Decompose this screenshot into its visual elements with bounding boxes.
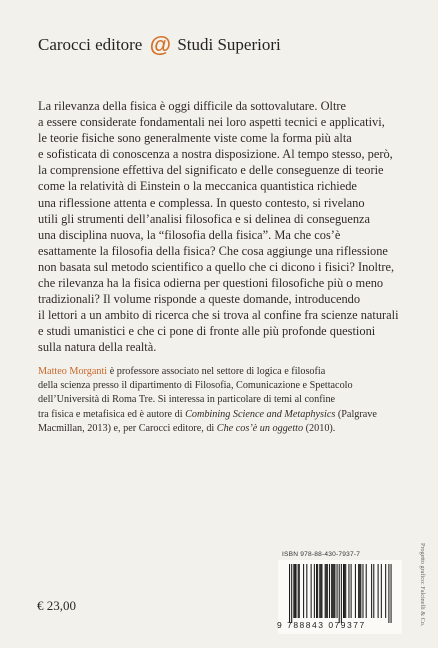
barcode-bar	[355, 564, 356, 618]
description-line: La rilevanza della fisica è oggi difficile da sottovalutare. Oltre	[38, 99, 347, 113]
description-line: tradizionali? Il volume risponde a queste domande, introducendo	[38, 292, 361, 307]
barcode-bar	[391, 564, 392, 623]
barcode-bar	[343, 564, 344, 618]
description-line: che rilevanza ha la fisica odierna per questioni filosofiche più o meno	[38, 276, 384, 291]
barcode-bar	[293, 564, 294, 618]
barcode-bar	[341, 564, 342, 623]
barcode-bar	[360, 564, 361, 618]
description-line: utili gli strumenti dell’analisi filosofica e si delinea di conseguenza	[38, 211, 371, 226]
barcode-bar	[321, 564, 322, 618]
author-bio-text: (2010).	[303, 422, 336, 434]
barcode-number: 9 788843 079377	[277, 620, 366, 630]
description-line: e sofisticata di conoscenza a nostra disposizione. Al tempo stesso, però,	[38, 147, 393, 162]
barcode-bar	[326, 564, 327, 618]
book-title-1: Combining Science and Metaphysics	[185, 408, 336, 420]
barcode-bar	[289, 564, 290, 623]
barcode-bar	[294, 564, 295, 618]
barcode-bar	[366, 564, 367, 618]
barcode-bar	[319, 564, 320, 618]
barcode-bar	[373, 564, 374, 618]
barcode-bar	[333, 564, 334, 618]
author-bio-line-2: della scienza presso il dipartimento di Filosofia, Comunicazione e Spettacolo	[38, 380, 353, 392]
author-bio-text: (Palgrave	[335, 408, 377, 420]
author-bio	[38, 365, 413, 436]
barcode-bar	[327, 564, 328, 618]
barcode-bar	[351, 564, 352, 618]
barcode-bar	[339, 564, 340, 623]
barcode-bar	[358, 564, 359, 618]
barcode-bar	[337, 564, 338, 618]
barcode-bar	[329, 564, 330, 618]
barcode-bar	[306, 564, 307, 618]
barcode-bar	[320, 564, 321, 618]
description-line: il lettori a un ambito di ricerca che si trova al confine fra scienze naturali	[38, 308, 399, 323]
at-logo-icon: @	[149, 32, 172, 57]
description-line: le teorie fisiche sono generalmente viste come la forma più alta	[38, 131, 352, 146]
description-line: esattamente la filosofia della fisica? Che cosa aggiunge una riflessione	[38, 243, 388, 258]
description-line: come la relatività di Einstein o la meccanica quantistica richiede	[38, 179, 357, 194]
barcode-bar	[388, 564, 389, 623]
barcode-bar	[295, 564, 296, 618]
description-line: la comprensione effettiva del significato e delle conseguenze di teorie	[38, 163, 384, 178]
barcode-bar	[344, 564, 345, 618]
author-bio-text: Macmillan, 2013) e, per Carocci editore, di	[38, 422, 217, 434]
barcode-bar	[331, 564, 332, 618]
barcode-bar	[303, 564, 304, 618]
author-bio-line-3: dell’Università di Roma Tre. Si interessa in particolare di temi al confine	[38, 394, 336, 406]
barcode-bar	[332, 564, 333, 618]
barcode-bar	[298, 564, 299, 618]
series-name: Studi Superiori	[177, 35, 281, 54]
description-line: e studi umanistici e che ci pone di fronte alle più profonde questioni	[38, 324, 376, 339]
author-bio-line-5	[38, 422, 413, 436]
barcode-bar	[378, 564, 379, 618]
barcode-bar	[371, 564, 372, 618]
author-bio-line-1	[38, 365, 413, 379]
author-bio-text: tra fisica e metafisica ed è autore di	[38, 408, 186, 420]
barcode-bar	[362, 564, 363, 618]
barcode-bar	[316, 564, 317, 618]
barcode-bar	[299, 564, 300, 618]
publisher-header	[38, 34, 281, 56]
barcode-bar	[317, 564, 318, 618]
graphic-design-credit: Progetto grafico: Falcinelli & Co.	[419, 543, 426, 627]
barcode-bar	[348, 564, 349, 618]
publisher-name: Carocci editore	[38, 35, 143, 54]
barcode-bar	[311, 564, 312, 618]
author-name: Matteo Morganti	[38, 366, 108, 377]
barcode-bar	[385, 564, 386, 618]
isbn-label: ISBN 978-88-430-7937-7	[282, 551, 361, 558]
description-line: sulla natura della realtà.	[38, 340, 157, 355]
description-line: non basata sul metodo scientifico a quello che ci dicono i fisici? Inoltre,	[38, 259, 395, 274]
barcode-bar	[359, 564, 360, 618]
barcode-bar	[314, 564, 315, 618]
description-line: a essere considerate fondamentali nei loro aspetti tecnici e applicativi,	[38, 115, 385, 130]
description-line: una disciplina nuova, la “filosofia della fisica”. Ma che cos’è	[38, 227, 341, 242]
barcode-bar	[345, 564, 346, 618]
author-bio-text: è professore associato nel settore di logica e filosofia	[107, 366, 326, 377]
barcode-bar	[325, 564, 326, 618]
author-bio-line-4	[38, 408, 413, 422]
description-line: una riflessione attenta e complessa. In questo contesto, si rivelano	[38, 195, 365, 210]
price: € 23,00	[37, 598, 76, 613]
barcode-bar	[381, 564, 382, 618]
barcode-bar	[291, 564, 292, 623]
book-description	[38, 98, 410, 356]
barcode-bar	[334, 564, 335, 618]
book-title-2: Che cos’è un oggetto	[216, 422, 304, 434]
